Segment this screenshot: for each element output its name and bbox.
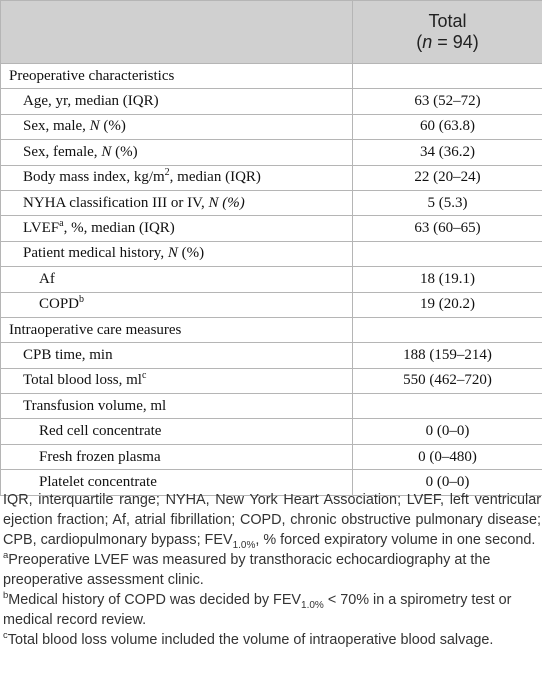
- row-label-part: 2: [164, 167, 170, 179]
- row-label: [1, 444, 353, 469]
- row-value: 550 (462–720): [353, 368, 542, 393]
- row-label: [1, 190, 353, 215]
- row-value: [353, 394, 542, 419]
- row-label-part: Sex, male,: [23, 118, 90, 135]
- table-row: [1, 292, 542, 317]
- row-value: 0 (0–480): [353, 444, 542, 469]
- row-label-part: Total blood loss, ml: [23, 372, 142, 389]
- row-label-part: COPD: [39, 296, 80, 313]
- row-label-part: Transfusion volume, ml: [23, 397, 167, 414]
- table-row: [1, 190, 542, 215]
- row-label-part: Body mass index, kg/m: [23, 169, 165, 186]
- row-label: [1, 140, 353, 165]
- table-row: [1, 267, 542, 292]
- footnote-a: [3, 550, 541, 590]
- row-label: [1, 64, 353, 89]
- row-label-part: Af: [39, 270, 55, 287]
- row-value: 63 (60–65): [353, 216, 542, 241]
- row-label: [1, 292, 353, 317]
- table-row: [1, 114, 542, 139]
- row-label-part: , %, median (IQR): [63, 220, 175, 237]
- row-label-part: b: [79, 294, 85, 306]
- table-body: [1, 64, 542, 496]
- row-value: 5 (5.3): [353, 190, 542, 215]
- row-label-part: Red cell concentrate: [39, 423, 162, 440]
- header-n-suffix: = 94): [432, 32, 479, 52]
- table-row: [1, 394, 542, 419]
- row-label-part: Intraoperative care measures: [9, 321, 182, 338]
- table-row: [1, 444, 542, 469]
- abbreviations-part: IQR, interquartile range; NYHA, New York Heart Association; LVEF, left ventricular ejection fraction; Af, atrial fibrillation; COPD, chronic obstructive pulmonary disease; CPB, cardiopulmonary bypass; FEV: [3, 492, 541, 548]
- row-label-part: N: [89, 118, 100, 135]
- row-value: 0 (0–0): [353, 419, 542, 444]
- footnote-b-part: < 70% in a spirometry test or medical record review.: [3, 592, 512, 628]
- row-label: [1, 114, 353, 139]
- row-value: [353, 64, 542, 89]
- abbreviations-part: , % forced expiratory volume in one second.: [255, 532, 536, 548]
- header-blank-cell: [1, 1, 353, 64]
- footnote-b: [3, 590, 541, 630]
- row-label-part: a: [59, 218, 64, 230]
- row-label-part: N: [101, 143, 112, 160]
- row-label: [1, 368, 353, 393]
- table-row: [1, 241, 542, 266]
- row-label-part: , median (IQR): [169, 169, 261, 186]
- header-total-label: Total: [428, 11, 467, 31]
- row-label-part: Patient medical history,: [23, 245, 168, 262]
- footnote-c-part: Total blood loss volume included the volume of intraoperative blood salvage.: [7, 632, 494, 648]
- row-value: [353, 317, 542, 342]
- row-label: [1, 394, 353, 419]
- table-row: [1, 368, 542, 393]
- header-n-label: [353, 32, 542, 53]
- footnote-b-part: Medical history of COPD was decided by FEV: [8, 592, 302, 608]
- row-label: [1, 89, 353, 114]
- table-row: [1, 89, 542, 114]
- row-label: [1, 419, 353, 444]
- row-label-part: c: [141, 370, 147, 382]
- row-value: 188 (159–214): [353, 343, 542, 368]
- row-value: 34 (36.2): [353, 140, 542, 165]
- header-n-var: n: [422, 32, 433, 52]
- row-label-part: Age, yr, median (IQR): [23, 93, 159, 110]
- table-row: [1, 317, 542, 342]
- row-label: [1, 165, 353, 190]
- abbreviations-part: 1.0%: [232, 539, 256, 551]
- row-label-part: (%): [111, 143, 138, 160]
- table-row: [1, 140, 542, 165]
- abbreviations-note: [3, 490, 541, 550]
- row-value: 19 (20.2): [353, 292, 542, 317]
- footnote-b-part: 1.0%: [301, 599, 324, 611]
- row-label-part: Sex, female,: [23, 143, 102, 160]
- footnote-a-part: Preoperative LVEF was measured by transthoracic echocardiography at the preoperative assessment clinic.: [3, 552, 491, 588]
- table-row: [1, 343, 542, 368]
- row-label-part: Platelet concentrate: [39, 473, 157, 490]
- row-label: [1, 216, 353, 241]
- row-label-part: Fresh frozen plasma: [39, 448, 161, 465]
- row-label-part: N: [167, 245, 178, 262]
- row-label: [1, 267, 353, 292]
- row-label-part: N (%): [208, 194, 245, 211]
- row-label-part: NYHA classification III or IV,: [23, 194, 209, 211]
- table-row: [1, 64, 542, 89]
- table-notes: [3, 490, 541, 650]
- row-value: 22 (20–24): [353, 165, 542, 190]
- header-n-prefix: (: [416, 32, 423, 52]
- footnote-mark: c: [3, 630, 8, 642]
- row-value: 0 (0–0): [353, 470, 542, 495]
- footnote-mark: a: [3, 550, 9, 562]
- row-label-part: LVEF: [23, 220, 60, 237]
- row-label-part: Preoperative characteristics: [9, 67, 175, 84]
- footnote-c: [3, 630, 541, 650]
- table-header-row: [1, 1, 542, 64]
- row-label: [1, 343, 353, 368]
- row-value: [353, 241, 542, 266]
- table-row: [1, 216, 542, 241]
- row-value: 18 (19.1): [353, 267, 542, 292]
- row-label: [1, 241, 353, 266]
- row-label-part: (%): [177, 245, 205, 262]
- header-total-cell: [353, 1, 542, 64]
- row-label-part: (%): [99, 118, 126, 135]
- row-label: [1, 317, 353, 342]
- footnote-mark: b: [3, 590, 9, 602]
- table-row: [1, 419, 542, 444]
- table-row: [1, 165, 542, 190]
- row-label-part: CPB time, min: [23, 346, 113, 363]
- row-value: 63 (52–72): [353, 89, 542, 114]
- row-value: 60 (63.8): [353, 114, 542, 139]
